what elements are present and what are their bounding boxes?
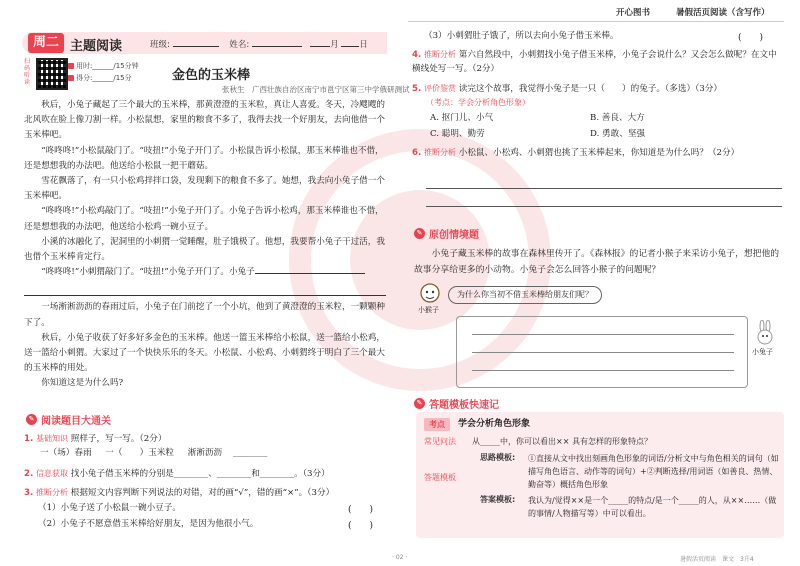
- name-field[interactable]: [252, 46, 302, 47]
- question-3-item: （1）小兔子送了小松鼠一碗小豆子。: [38, 503, 181, 513]
- day-label: 日: [359, 40, 368, 50]
- story-body: [24, 98, 386, 392]
- kaodian-text: 学会分析角色形象: [458, 419, 531, 429]
- qr-code[interactable]: [36, 58, 68, 90]
- story-title: 金色的玉米棒: [172, 68, 251, 83]
- score: 得分:______/15分: [76, 74, 132, 82]
- kaodian-tag: 考点: [424, 418, 450, 431]
- paragraph: “咚咚咚!”小刺猬敲门了。“吱扭!”小兔子开门了。小兔子: [24, 265, 386, 280]
- paragraph: 雪花飘落了，有一只小松鸡拌拌口袋，发现剩下的粮食不多了。她想，我去向小兔子借一个玉米棒吧。: [24, 176, 385, 202]
- question-label: 信息获取: [35, 469, 68, 478]
- paragraph: “咚咚咚!”小松鸡敲门了。“吱扭!”小兔子开门了。小兔子告诉小松鸡，那玉米棒谁也不借，还是想想我的办法吧，他送给小松鸡一碗小豆子。: [24, 206, 384, 232]
- answer-paren[interactable]: ( ): [348, 521, 374, 531]
- monkey-icon: [418, 282, 442, 304]
- answer-line[interactable]: ________: [233, 448, 268, 458]
- thinking-label: 思路模板:: [480, 453, 516, 462]
- question-label: 基础知识: [35, 434, 68, 443]
- clock-icon: [68, 63, 74, 69]
- kaodian-note: （考点：学会分析角色形象）: [426, 98, 530, 107]
- option-b[interactable]: B. 善良、大方: [590, 113, 645, 123]
- student-info: [150, 38, 368, 50]
- footer-label: 暑假活页阅读 课文 3升4: [680, 556, 754, 563]
- score-icon: [68, 75, 74, 81]
- question-label: 评价鉴赏: [423, 84, 456, 93]
- answer-text: 我认为/觉得××是一个_____的特点/是一个_____的人，从××……（做的事情/人物描写等）中可以看出。: [528, 496, 777, 518]
- timer-box: [68, 60, 139, 84]
- unit-tag: 周二: [28, 33, 64, 53]
- section-heading: [414, 396, 499, 411]
- answer-line[interactable]: [426, 206, 782, 207]
- pencil-icon: ✎: [414, 228, 425, 239]
- question-4: 4. 推断分析 第六自然段中，小刺猬找小兔子借玉米棒，小兔子会说什么？又会怎么做呢？在文中横线处写一写。（2分）: [412, 50, 777, 74]
- question-6: 6. 推断分析 小松鼠、小松鸡、小刺猬也挑了玉米棒起来，你知道是为什么吗？（2分）: [412, 148, 740, 158]
- brand-label: 开心图书: [616, 8, 651, 18]
- option-c[interactable]: C. 聪明、勤劳: [430, 129, 485, 139]
- rabbit-label: 小兔子: [752, 348, 773, 356]
- rabbit-icon: [754, 320, 776, 346]
- monkey-question-bubble: 为什么你当初不借玉米棒给朋友们呢？: [448, 286, 602, 304]
- story-author: 张秋生 广西壮族自治区南宁市邕宁区第三中学俄研测试: [222, 85, 410, 94]
- option-d[interactable]: D. 勇敢、坚强: [590, 129, 646, 139]
- question-3: 3. 推断分析 根据短文内容判断下列说法的对错，对的画“√”，错的画“×”。（3分）: [24, 488, 335, 498]
- unit-title: 主题阅读: [70, 39, 123, 54]
- answer-line[interactable]: [24, 280, 386, 296]
- question-label: 推断分析: [35, 488, 68, 497]
- question-label: 推断分析: [423, 148, 456, 157]
- section-title: 阅读题目大通关: [41, 416, 111, 427]
- section-title: 原创情境题: [429, 230, 479, 241]
- answer-paren[interactable]: ( ): [738, 33, 764, 43]
- faq-label: 常见问法: [424, 437, 456, 446]
- answer-line[interactable]: [472, 352, 734, 353]
- question-2: 2. 信息获取 找小兔子借玉米棒的分别是________、________和________。（3分）: [24, 469, 330, 479]
- section-heading: [414, 226, 479, 241]
- scenario-intro: 小兔子藏玉米棒的故事在森林里传开了。《森林报》的记者小猴子来采访小兔子，想把他的故事分享给更多的小动物。小兔子会怎么回答小猴子的问题呢？: [414, 249, 780, 275]
- answer-line[interactable]: [426, 188, 782, 189]
- paragraph: 一场淅淅沥沥的春雨过后，小兔子在门前挖了一个小坑，他到了黄澄澄的玉米粒，一颗颗种下了。: [24, 302, 385, 328]
- scan-listen-label: 扫码听读: [24, 58, 31, 86]
- answer-line[interactable]: [472, 334, 734, 335]
- question-label: 推断分析: [423, 50, 456, 59]
- faq-text: 从_____中，你可以看出×× 具有怎样的形象特点？: [472, 437, 652, 446]
- paragraph: 秋后，小兔子收获了好多好多金色的玉米棒。他送一篮玉米棒给小松鼠，送一篮给小松鸡，送一篮给小刺猬。大家过了一个快快乐乐的冬天。小松鼠、小松鸡、小刺猬终于明白了三个最大的玉米棒的用处。: [24, 332, 385, 374]
- day-field[interactable]: [341, 46, 359, 47]
- paragraph: 小溪的冰融化了，泥洞里的小刺猬一觉睡醒，肚子饿极了。他想，我要帮小兔子干过活，我也借个玉米棒肯定行。: [24, 236, 385, 263]
- template-label: 答题模板: [424, 473, 456, 482]
- page-number: · 02 ·: [392, 554, 408, 561]
- paragraph: “咚咚咚!”小松鼠敲门了。“吱扭!”小兔子开门了。小松鼠告诉小松鼠，那玉米棒谁也不借，还是想想我的办法吧。他送给小松鼠一把干蘑菇。: [24, 145, 384, 171]
- question-1: 1. 基础知识 照样子，写一写。（2分）: [24, 434, 167, 444]
- thinking-text: ①直接从文中找出刻画角色形象的词语/分析文中与角色相关的词句（如描写角色语言、动作等的词句）+②判断选择/用词语（如善良、热情、勤奋等）概括角色形象: [528, 454, 779, 489]
- section-heading: [26, 412, 111, 427]
- option-a[interactable]: A. 抠门儿、小气: [430, 113, 494, 123]
- top-divider: [408, 21, 784, 22]
- answer-label: 答案模板:: [480, 495, 516, 504]
- paragraph: 你知道这是为什么吗?: [41, 378, 124, 389]
- class-label: 班级:: [150, 40, 170, 50]
- book-icon: ✎: [26, 414, 37, 425]
- question-3-item: （2）小兔子不愿意借玉米棒给好朋友，是因为他很小气。: [38, 519, 259, 529]
- answer-line[interactable]: [472, 370, 734, 371]
- section-title: 答题模板快速记: [429, 400, 499, 411]
- time-used: 用时:______/15分钟: [76, 62, 139, 70]
- paragraph: 秋后，小兔子藏起了三个最大的玉米棒，那黄澄澄的玉米粒，真让人喜爱。冬天，冷飕飕的北风吹在脸上像刀割一样。小松鼠想，家里的粮食不多了，我得去找一个好朋友，去向他借一个玉米棒吧。: [24, 100, 385, 141]
- name-label: 姓名:: [229, 40, 250, 50]
- question-1-items: 一（场）春雨 一（ ）玉米粒 淅淅沥沥 ________: [40, 448, 268, 458]
- question-3-item: （3）小刺猬肚子饿了，所以去向小兔子借玉米棒。: [424, 31, 619, 41]
- monkey-label: 小猴子: [418, 306, 439, 314]
- month-field[interactable]: [310, 46, 330, 47]
- book-series-label: 暑假活页阅读（含写作）: [676, 8, 770, 18]
- bulb-icon: ✎: [414, 398, 425, 409]
- class-field[interactable]: [173, 46, 219, 47]
- month-label: 月: [330, 40, 339, 50]
- question-5: 5. 评价鉴赏 读完这个故事，我觉得小兔子是一只（ ）的兔子。（多选）（3分）: [412, 84, 722, 94]
- answer-line[interactable]: [255, 273, 365, 274]
- answer-paren[interactable]: ( ): [348, 505, 374, 515]
